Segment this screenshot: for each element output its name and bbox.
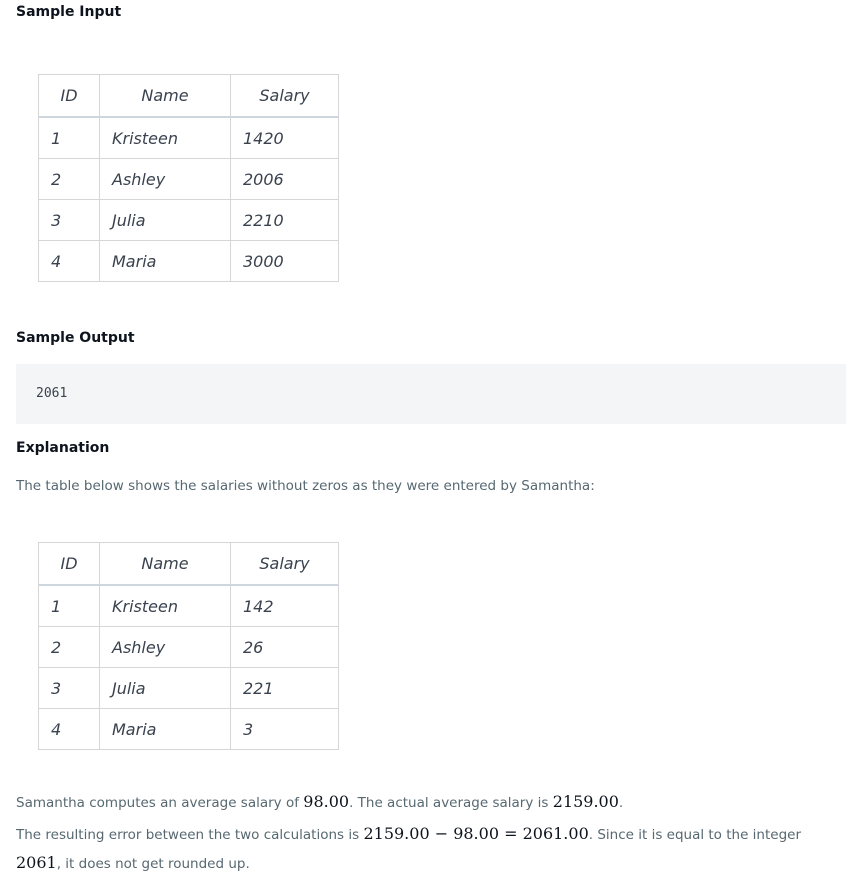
cell-name: Julia <box>100 668 231 709</box>
sample-output-heading: Sample Output <box>16 330 135 346</box>
sample-output-value: 2061 <box>36 386 68 401</box>
table-row <box>39 200 339 241</box>
cell-salary: 3000 <box>231 241 339 282</box>
cell-id: 1 <box>39 117 100 159</box>
cell-salary: 2006 <box>231 159 339 200</box>
math-expression: 2159.00 − 98.00 = 2061.00 <box>363 824 589 843</box>
text-run: , it does not get rounded up. <box>56 856 250 872</box>
table-row <box>39 668 339 709</box>
cell-salary: 1420 <box>231 117 339 159</box>
table-header-row <box>39 75 339 118</box>
table-row <box>39 159 339 200</box>
cell-id: 1 <box>39 585 100 627</box>
sample-input-table <box>38 74 339 282</box>
cell-salary: 2210 <box>231 200 339 241</box>
text-run: . Since it is equal to the integer <box>588 827 802 843</box>
cell-id: 3 <box>39 200 100 241</box>
cell-id: 4 <box>39 241 100 282</box>
cell-name: Ashley <box>100 627 231 668</box>
text-run: . The actual average salary is <box>349 795 553 811</box>
math-value: 2061 <box>16 853 57 872</box>
sample-output-box <box>16 364 846 424</box>
column-header-salary: Salary <box>231 75 339 118</box>
cell-name: Ashley <box>100 159 231 200</box>
explanation-intro: The table below shows the salaries without zeros as they were entered by Samantha: <box>16 478 595 494</box>
cell-name: Kristeen <box>100 585 231 627</box>
table-row <box>39 241 339 282</box>
cell-id: 2 <box>39 159 100 200</box>
cell-name: Kristeen <box>100 117 231 159</box>
text-run: . <box>618 795 624 811</box>
explanation-average-line <box>16 788 846 817</box>
column-header-salary: Salary <box>231 543 339 586</box>
cell-salary: 142 <box>231 585 339 627</box>
cell-name: Julia <box>100 200 231 241</box>
column-header-id: ID <box>39 543 100 586</box>
column-header-name: Name <box>100 75 231 118</box>
text-run: The resulting error between the two calculations is <box>16 827 364 843</box>
column-header-id: ID <box>39 75 100 118</box>
column-header-name: Name <box>100 543 231 586</box>
cell-id: 3 <box>39 668 100 709</box>
cell-name: Maria <box>100 709 231 750</box>
sample-input-heading: Sample Input <box>16 4 122 20</box>
cell-salary: 221 <box>231 668 339 709</box>
math-value: 2159.00 <box>552 792 619 811</box>
table-row <box>39 585 339 627</box>
explanation-table <box>38 542 339 750</box>
table-row <box>39 709 339 750</box>
table-row <box>39 117 339 159</box>
math-value: 98.00 <box>303 792 350 811</box>
cell-salary: 26 <box>231 627 339 668</box>
cell-id: 2 <box>39 627 100 668</box>
cell-id: 4 <box>39 709 100 750</box>
explanation-error-line <box>16 820 846 878</box>
table-row <box>39 627 339 668</box>
table-header-row <box>39 543 339 586</box>
cell-name: Maria <box>100 241 231 282</box>
explanation-heading: Explanation <box>16 440 110 456</box>
cell-salary: 3 <box>231 709 339 750</box>
text-run: Samantha computes an average salary of <box>16 795 304 811</box>
